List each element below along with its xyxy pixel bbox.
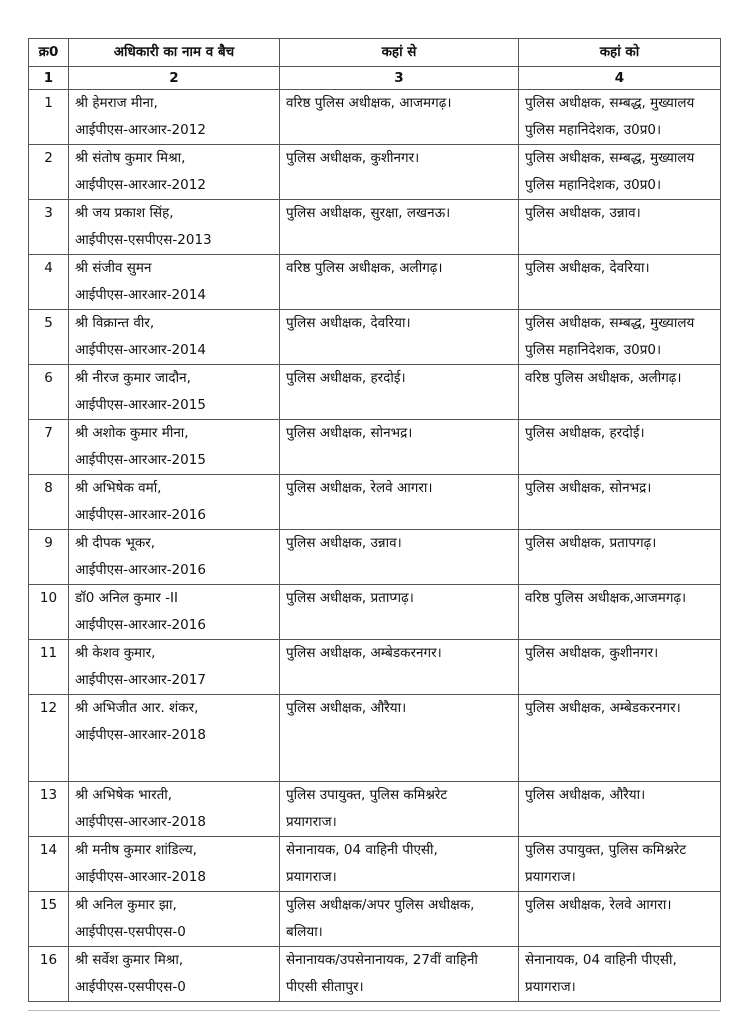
to-cell: [519, 475, 721, 530]
table-row: [29, 90, 721, 145]
table-row: [29, 255, 721, 310]
from-posting: प्रयागराज।: [286, 814, 337, 830]
serial-number-cell: [29, 585, 69, 640]
table-row: [29, 530, 721, 585]
serial-number: 9: [44, 535, 53, 551]
serial-number: 3: [44, 205, 53, 221]
table-row: [29, 365, 721, 420]
officer-batch: आईपीएस-आरआर-2016: [75, 507, 206, 523]
table-row: [29, 310, 721, 365]
bottom-rule: [28, 1010, 720, 1011]
column-number: 4: [519, 67, 721, 90]
officer-cell: [69, 475, 280, 530]
officer-batch: आईपीएस-एसपीएस-0: [75, 979, 186, 995]
serial-number-cell: [29, 892, 69, 947]
serial-number-cell: [29, 475, 69, 530]
officer-batch: आईपीएस-आरआर-2014: [75, 287, 206, 303]
to-posting: पुलिस अधीक्षक, औरैया।: [525, 787, 646, 803]
officer-batch: आईपीएस-आरआर-2012: [75, 177, 206, 193]
to-cell: [519, 892, 721, 947]
header-officer-name-batch: अधिकारी का नाम व बैच: [69, 39, 280, 67]
from-posting: पुलिस अधीक्षक, सोनभद्र।: [286, 425, 413, 441]
table-row: [29, 782, 721, 837]
from-cell: [280, 947, 519, 1002]
to-posting: पुलिस अधीक्षक, उन्नाव।: [525, 205, 641, 221]
from-posting: प्रयागराज।: [286, 869, 337, 885]
to-cell: [519, 310, 721, 365]
table-row: [29, 200, 721, 255]
table-row: [29, 420, 721, 475]
officer-cell: [69, 530, 280, 585]
to-cell: [519, 640, 721, 695]
column-number: 3: [280, 67, 519, 90]
from-cell: [280, 695, 519, 782]
officer-name: श्री विक्रान्त वीर,: [75, 315, 155, 331]
serial-number-cell: [29, 782, 69, 837]
from-cell: [280, 365, 519, 420]
officer-name: श्री संजीव सुमन: [75, 260, 152, 276]
serial-number: 11: [39, 645, 58, 661]
from-cell: [280, 782, 519, 837]
serial-number-cell: [29, 530, 69, 585]
from-posting: पुलिस अधीक्षक, अम्बेडकरनगर।: [286, 645, 442, 661]
from-posting: पुलिस अधीक्षक, कुशीनगर।: [286, 150, 420, 166]
to-posting: पुलिस महानिदेशक, उ0प्र0।: [525, 342, 662, 358]
serial-number: 6: [44, 370, 53, 386]
serial-number: 12: [39, 700, 58, 716]
table-row: [29, 947, 721, 1002]
serial-number-cell: [29, 837, 69, 892]
officer-cell: [69, 365, 280, 420]
serial-number: 15: [39, 897, 58, 913]
serial-number: 13: [39, 787, 58, 803]
to-cell: [519, 90, 721, 145]
officer-batch: आईपीएस-आरआर-2015: [75, 397, 206, 413]
transfer-list-document: [28, 38, 720, 1002]
officer-name: श्री जय प्रकाश सिंह,: [75, 205, 174, 221]
from-cell: [280, 892, 519, 947]
header-row: [29, 39, 721, 67]
from-posting: पुलिस अधीक्षक, औरैया।: [286, 700, 407, 716]
officer-batch: आईपीएस-आरआर-2016: [75, 617, 206, 633]
officer-name: श्री नीरज कुमार जादौन,: [75, 370, 191, 386]
officer-batch: आईपीएस-आरआर-2017: [75, 672, 206, 688]
to-cell: [519, 145, 721, 200]
officer-batch: आईपीएस-आरआर-2018: [75, 814, 206, 830]
officer-cell: [69, 695, 280, 782]
officer-name: श्री हेमराज मीना,: [75, 95, 158, 111]
officer-cell: [69, 90, 280, 145]
officer-name: श्री सर्वेश कुमार मिश्रा,: [75, 952, 184, 968]
from-posting: पीएसी सीतापुर।: [286, 979, 364, 995]
to-cell: [519, 200, 721, 255]
officer-name: श्री दीपक भूकर,: [75, 535, 156, 551]
to-cell: [519, 585, 721, 640]
from-cell: [280, 145, 519, 200]
from-cell: [280, 90, 519, 145]
from-posting: पुलिस उपायुक्त, पुलिस कमिश्नरेट: [286, 787, 448, 803]
from-posting: पुलिस अधीक्षक, सुरक्षा, लखनऊ।: [286, 205, 451, 221]
serial-number: 16: [39, 952, 58, 968]
serial-number-cell: [29, 640, 69, 695]
to-cell: [519, 837, 721, 892]
officer-cell: [69, 837, 280, 892]
officer-batch: आईपीएस-आरआर-2014: [75, 342, 206, 358]
serial-number-cell: [29, 695, 69, 782]
serial-number-cell: [29, 420, 69, 475]
serial-number-cell: [29, 90, 69, 145]
to-posting: पुलिस अधीक्षक, सम्बद्ध, मुख्यालय: [525, 150, 695, 166]
to-posting: पुलिस अधीक्षक, प्रतापगढ़।: [525, 535, 657, 551]
to-posting: वरिष्ठ पुलिस अधीक्षक, अलीगढ़।: [525, 370, 682, 386]
header-to: कहां को: [519, 39, 721, 67]
to-posting: पुलिस अधीक्षक, देवरिया।: [525, 260, 650, 276]
from-posting: वरिष्ठ पुलिस अधीक्षक, अलीगढ़।: [286, 260, 443, 276]
officer-cell: [69, 892, 280, 947]
to-posting: पुलिस अधीक्षक, सोनभद्र।: [525, 480, 652, 496]
officer-batch: आईपीएस-आरआर-2018: [75, 727, 206, 743]
officer-name: श्री संतोष कुमार मिश्रा,: [75, 150, 186, 166]
officer-batch: आईपीएस-आरआर-2015: [75, 452, 206, 468]
table-row: [29, 695, 721, 782]
to-cell: [519, 255, 721, 310]
from-cell: [280, 200, 519, 255]
from-posting: सेनानायक/उपसेनानायक, 27वीं वाहिनी: [286, 952, 478, 968]
to-cell: [519, 530, 721, 585]
table-row: [29, 475, 721, 530]
header-from: कहां से: [280, 39, 519, 67]
from-cell: [280, 255, 519, 310]
to-posting: पुलिस अधीक्षक, हरदोई।: [525, 425, 645, 441]
serial-number: 1: [44, 95, 53, 111]
serial-number: 4: [44, 260, 53, 276]
to-posting: पुलिस अधीक्षक, रेलवे आगरा।: [525, 897, 672, 913]
serial-number: 5: [44, 315, 53, 331]
from-cell: [280, 640, 519, 695]
serial-number-cell: [29, 947, 69, 1002]
from-posting: बलिया।: [286, 924, 323, 940]
from-posting: वरिष्ठ पुलिस अधीक्षक, आजमगढ़।: [286, 95, 452, 111]
header-serial: क्र0: [29, 39, 69, 67]
officer-cell: [69, 585, 280, 640]
table-row: [29, 640, 721, 695]
officer-cell: [69, 145, 280, 200]
to-posting: प्रयागराज।: [525, 979, 576, 995]
serial-number-cell: [29, 255, 69, 310]
officer-cell: [69, 420, 280, 475]
to-posting: प्रयागराज।: [525, 869, 576, 885]
officer-name: श्री केशव कुमार,: [75, 645, 156, 661]
from-posting: पुलिस अधीक्षक, प्रताप्गढ़।: [286, 590, 414, 606]
from-posting: पुलिस अधीक्षक, उन्नाव।: [286, 535, 402, 551]
to-posting: सेनानायक, 04 वाहिनी पीएसी,: [525, 952, 677, 968]
from-posting: सेनानायक, 04 वाहिनी पीएसी,: [286, 842, 438, 858]
from-cell: [280, 475, 519, 530]
from-cell: [280, 420, 519, 475]
to-cell: [519, 365, 721, 420]
column-number: 1: [29, 67, 69, 90]
to-posting: पुलिस अधीक्षक, अम्बेडकरनगर।: [525, 700, 681, 716]
to-posting: पुलिस महानिदेशक, उ0प्र0।: [525, 177, 662, 193]
to-posting: पुलिस अधीक्षक, कुशीनगर।: [525, 645, 659, 661]
officer-cell: [69, 310, 280, 365]
officer-cell: [69, 640, 280, 695]
serial-number-cell: [29, 365, 69, 420]
table-row: [29, 585, 721, 640]
serial-number: 7: [44, 425, 53, 441]
officer-name: श्री अभिषेक वर्मा,: [75, 480, 162, 496]
officer-batch: आईपीएस-आरआर-2012: [75, 122, 206, 138]
table-row: [29, 892, 721, 947]
officer-name: डॉ0 अनिल कुमार -II: [75, 590, 178, 606]
table-row: [29, 837, 721, 892]
to-cell: [519, 947, 721, 1002]
to-cell: [519, 420, 721, 475]
officer-cell: [69, 200, 280, 255]
from-posting: पुलिस अधीक्षक, देवरिया।: [286, 315, 411, 331]
to-posting: वरिष्ठ पुलिस अधीक्षक,आजमगढ़।: [525, 590, 687, 606]
from-cell: [280, 310, 519, 365]
to-cell: [519, 782, 721, 837]
column-number: 2: [69, 67, 280, 90]
officer-name: श्री अशोक कुमार मीना,: [75, 425, 189, 441]
officer-batch: आईपीएस-आरआर-2016: [75, 562, 206, 578]
from-posting: पुलिस अधीक्षक, हरदोई।: [286, 370, 406, 386]
table-row: [29, 145, 721, 200]
serial-number-cell: [29, 145, 69, 200]
serial-number: 8: [44, 480, 53, 496]
officer-name: श्री अनिल कुमार झा,: [75, 897, 177, 913]
column-number-row: [29, 67, 721, 90]
from-cell: [280, 530, 519, 585]
officer-cell: [69, 947, 280, 1002]
officer-batch: आईपीएस-आरआर-2018: [75, 869, 206, 885]
from-cell: [280, 585, 519, 640]
to-cell: [519, 695, 721, 782]
serial-number: 14: [39, 842, 58, 858]
officer-name: श्री अभिजीत आर. शंकर,: [75, 700, 199, 716]
from-posting: पुलिस अधीक्षक, रेलवे आगरा।: [286, 480, 433, 496]
to-posting: पुलिस उपायुक्त, पुलिस कमिश्नरेट: [525, 842, 687, 858]
from-cell: [280, 837, 519, 892]
to-posting: पुलिस अधीक्षक, सम्बद्ध, मुख्यालय: [525, 315, 695, 331]
serial-number-cell: [29, 310, 69, 365]
serial-number-cell: [29, 200, 69, 255]
to-posting: पुलिस महानिदेशक, उ0प्र0।: [525, 122, 662, 138]
officer-cell: [69, 782, 280, 837]
officer-cell: [69, 255, 280, 310]
officer-name: श्री अभिषेक भारती,: [75, 787, 173, 803]
serial-number: 2: [44, 150, 53, 166]
from-posting: पुलिस अधीक्षक/अपर पुलिस अधीक्षक,: [286, 897, 475, 913]
to-posting: पुलिस अधीक्षक, सम्बद्ध, मुख्यालय: [525, 95, 695, 111]
serial-number: 10: [39, 590, 58, 606]
officer-name: श्री मनीष कुमार शांडिल्य,: [75, 842, 197, 858]
officer-batch: आईपीएस-एसपीएस-0: [75, 924, 186, 940]
officer-batch: आईपीएस-एसपीएस-2013: [75, 232, 212, 248]
transfer-table: [28, 38, 721, 1002]
